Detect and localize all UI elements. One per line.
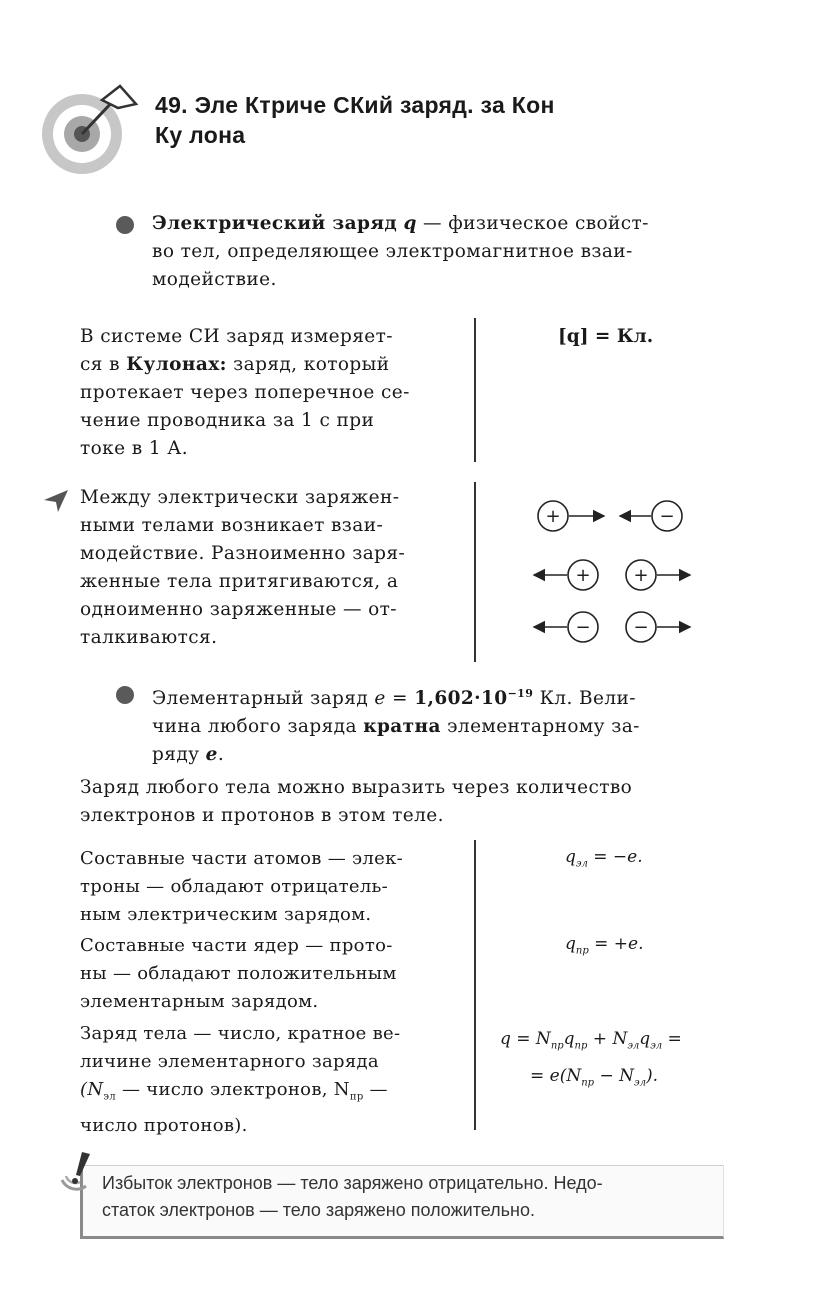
bullet-icon <box>116 686 134 704</box>
elementary-value: 1,602·10 <box>414 688 508 710</box>
si-unit-text: В системе СИ заряд измеряет- ся в Кулонах: заряд, который протекает через поперечное се- чение проводника за 1 с при токе в 1 А. <box>80 326 410 459</box>
svg-text:−: − <box>659 506 675 527</box>
charge-interaction-diagram <box>520 490 710 650</box>
protons-text: Составные части ядер — прото- ны — обладают положительным элементарным зарядом. <box>80 935 397 1012</box>
svg-text:−: − <box>575 617 591 638</box>
svg-text:−: − <box>633 617 649 638</box>
svg-text:+: + <box>545 506 561 527</box>
attraction-row <box>538 501 682 531</box>
repulsion-positive-row <box>534 560 690 590</box>
page-title <box>155 90 555 150</box>
unit-formula: [q] = Кл. <box>558 326 654 347</box>
electrons-text: Составные части атомов — элек- троны — обладают отрицатель- ным электрическим зарядом. <box>80 848 404 925</box>
repulsion-negative-row <box>534 612 690 642</box>
svg-text:+: + <box>633 565 649 586</box>
definition-line-2: во тел, определяющее электромагнитное взаи- <box>152 241 633 262</box>
total-charge-text: Заряд тела — число, кратное ве- личине элементарного заряда ($N_{эл}$ — число электронов, $N_{пр}$ — число протонов). <box>80 1023 401 1136</box>
divider <box>474 482 476 662</box>
body-paragraph: Заряд любого тела можно выразить через количество электронов и протонов в этом теле. <box>80 777 633 826</box>
definition-line-1: Электрический заряд q — физическое свойст- <box>152 213 649 234</box>
interaction-text: Между электрически заряжен- ными телами возникает взаи- модействие. Разноименно заря- женные тела притягиваются, а одноименно заряженные — от- талкиваются. <box>80 487 406 648</box>
svg-text:+: + <box>575 565 591 586</box>
target-icon <box>40 78 140 178</box>
total-charge-formula: $q = N_{пр}q_{пр} + N_{эл}q_{эл}$ = = $e(N_{пр} - N_{эл})$. <box>500 1029 682 1089</box>
divider <box>474 318 476 462</box>
pointer-arrow-icon <box>42 488 70 514</box>
charge-definition <box>152 210 722 294</box>
definition-term: Электрический заряд <box>152 213 398 234</box>
divider <box>474 840 476 1130</box>
coulomb-term: Кулонах: <box>126 354 227 375</box>
definition-line-3: модействие. <box>152 269 277 290</box>
proton-charge-formula: $q_{пр} = +e$. <box>565 934 644 957</box>
note-text: Избыток электронов — тело заряжено отрицательно. Недо- статок электронов — тело заряжено положительно. <box>102 1173 603 1220</box>
title-line-2: Ку лона <box>155 122 246 148</box>
exclamation-icon <box>56 1150 98 1192</box>
definition-symbol: q <box>403 213 417 234</box>
title-line-1: 49. Эле Ктриче СКий заряд. за Кон <box>155 92 555 118</box>
electron-charge-formula: $q_{эл} = -e$. <box>565 847 643 870</box>
bullet-icon <box>116 216 134 234</box>
elementary-charge: Элементарный заряд $e = 1,602\cdot 10^{-19}$ Кл. Вели- чина любого заряда кратна элементарному за- ряду e. <box>152 687 640 766</box>
